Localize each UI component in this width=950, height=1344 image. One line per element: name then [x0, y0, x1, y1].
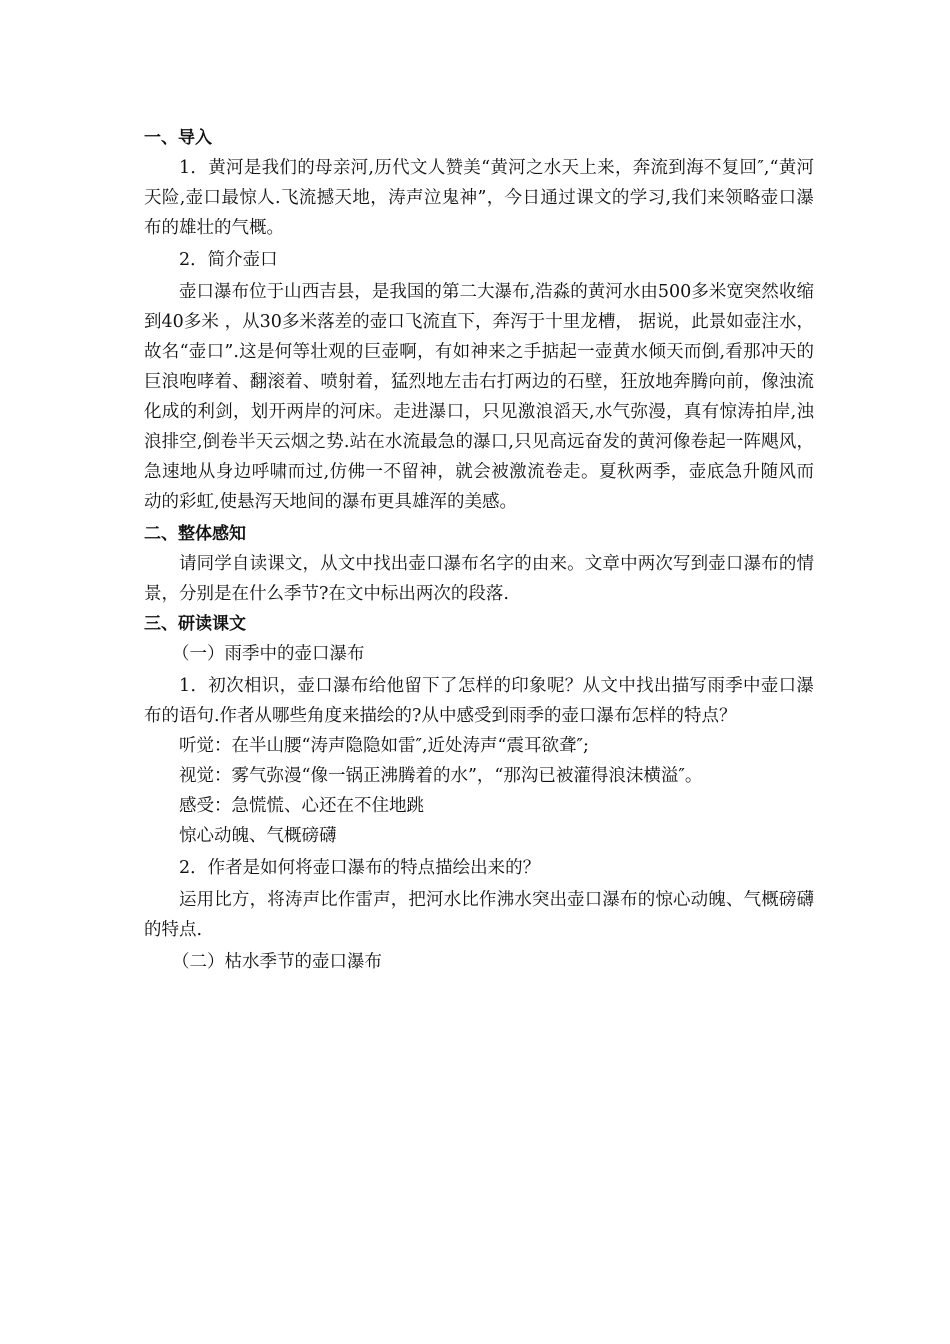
- question-2: 2．作者是如何将壶口瀑布的特点描绘出来的？: [179, 858, 541, 878]
- answer-vision: 视觉：雾气弥漫“像一锅正沸腾着的水”，“那沟已被灌得浪沫横溢″。: [179, 766, 703, 786]
- answer-hearing: 听觉：在半山腰“涛声隐隐如雷″,近处涛声“震耳欲聋″;: [179, 736, 589, 756]
- question-1: 1．初次相识，壶口瀑布给他留下了怎样的印象呢？从文中找出描写雨季中壶口瀑布的语句.作者从哪些角度来描绘的?从中感受到雨季的壶口瀑布怎样的特点？: [144, 676, 814, 726]
- subsection-dry-season: （二）枯水季节的壶口瀑布: [172, 952, 382, 972]
- document-body: [144, 123, 814, 977]
- section-heading-intro: 一、导入: [144, 128, 212, 148]
- section-heading-overview: 二、整体感知: [144, 524, 246, 544]
- section-heading-study: 三、研读课文: [144, 614, 246, 634]
- answer-feeling: 感受：急慌慌、心还在不住地跳: [179, 796, 424, 816]
- overview-text: 请同学自读课文，从文中找出壶口瀑布名字的由来。文章中两次写到壶口瀑布的情景，分别是在什么季节?在文中标出两次的段落.: [144, 554, 814, 604]
- subsection-rainy-season: （一）雨季中的壶口瀑布: [172, 644, 365, 664]
- intro-item-1: 1．黄河是我们的母亲河,历代文人赞美“黄河之水天上来，奔流到海不复回″,“黄河天险,壶口最惊人.飞流撼天地，涛声泣鬼神”，今日通过课文的学习,我们来领略壶口瀑布的雄壮的气概。: [144, 158, 814, 238]
- hukou-description: 壶口瀑布位于山西吉县，是我国的第二大瀑布,浩淼的黄河水由500多米宽突然收缩到40多米 ，从30多米落差的壶口飞流直下，奔泻于十里龙槽， 据说，此景如壶注水，故名“壶口”.这是何等壮观的巨壶啊，有如神来之手掂起一壶黄水倾天而倒,看那冲天的巨浪咆哮着、翻滚着、喷射着，猛烈地左击右打两边的石壁，狂放地奔腾向前，像浊流化成的利剑，划开两岸的河床。走进瀑口，只见激浪滔天,水气弥漫，真有惊涛拍岸,浊浪排空,倒卷半天云烟之势.站在水流最急的瀑口,只见高远奋发的黄河像卷起一阵飓风，急速地从身边呼啸而过,仿佛一不留神，就会被激流卷走。夏秋两季，壶底急升随风而动的彩虹,使悬泻天地间的瀑布更具雄浑的美感。: [144, 282, 814, 512]
- answer-2: 运用比方，将涛声比作雷声，把河水比作沸水突出壶口瀑布的惊心动魄、气概磅礴的特点.: [144, 890, 814, 940]
- intro-item-2: 2．简介壶口: [179, 250, 278, 270]
- answer-feeling-2: 惊心动魄、气概磅礴: [179, 826, 337, 846]
